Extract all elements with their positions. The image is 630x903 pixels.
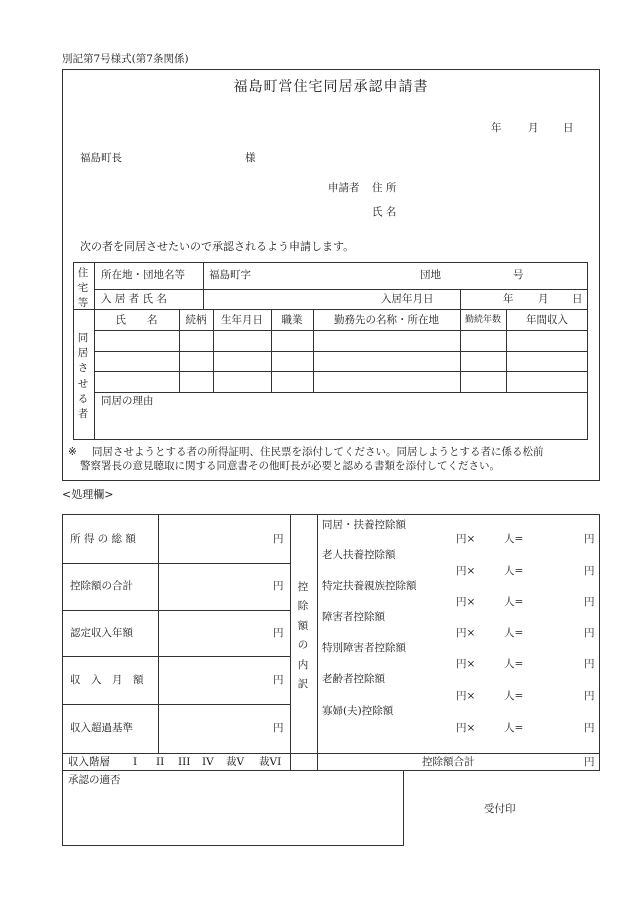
deduction-item: 障害者控除額 [322, 611, 385, 623]
calc-yen-x: 円× [456, 565, 476, 577]
form-reference: 別記第7号様式(第7条関係) [62, 53, 189, 65]
row-line [94, 330, 588, 331]
calc-yen: 円 [584, 627, 595, 639]
row-label: 収 入 月 額 [70, 674, 144, 686]
row-line [62, 753, 600, 754]
calc-yen: 円 [584, 533, 595, 545]
processing-section-label: <処理欄> [62, 488, 114, 501]
col-relation-header: 続柄 [185, 314, 207, 326]
calc-persons: 人= [504, 658, 524, 670]
resident-name-label: 入 居 者 氏 名 [101, 293, 167, 305]
calc-yen-x: 円× [456, 722, 476, 734]
calc-yen-x: 円× [456, 596, 476, 608]
move-in-day: 日 [572, 293, 583, 305]
col-line [460, 289, 461, 309]
housing-side-label: 住宅等 [77, 267, 89, 310]
income-class-2: II [156, 756, 165, 768]
row-unit: 円 [273, 627, 284, 639]
location-value: 福島町字 [209, 269, 251, 281]
calc-persons: 人= [504, 596, 524, 608]
col-years-header: 勤続年数 [464, 315, 501, 325]
row-line [94, 289, 588, 290]
row-line [94, 392, 588, 393]
location-label: 所在地・団地名等 [101, 269, 185, 281]
form-title: 福島町営住宅同居承認申請書 [233, 79, 429, 95]
col-income-header: 年間収入 [526, 314, 568, 326]
deduction-item: 寡婦(夫)控除額 [322, 705, 394, 717]
row-line [62, 610, 290, 611]
number-label: 号 [513, 269, 524, 281]
applicant-label: 申請者 [328, 182, 360, 194]
receipt-stamp-label: 受付印 [484, 803, 516, 815]
calc-yen: 円 [584, 658, 595, 670]
date-day-label: 日 [563, 122, 574, 134]
cohabitant-side-label: 同居させる者 [77, 332, 89, 421]
move-in-year: 年 [503, 293, 514, 305]
calc-yen-x: 円× [456, 627, 476, 639]
calc-persons: 人= [504, 533, 524, 545]
income-class-label: 収入階層 [68, 756, 110, 768]
income-class-5: 裁V [226, 756, 245, 768]
deduction-total-label: 控除額合計 [422, 756, 475, 768]
col-job-header: 職業 [281, 314, 303, 326]
calc-yen-x: 円× [456, 690, 476, 702]
note-mark: ※ [68, 446, 77, 458]
col-name-header: 氏 名 [115, 314, 158, 326]
col-line [158, 514, 159, 753]
col-workplace-header: 勤務先の名称・所在地 [334, 314, 439, 326]
note-line-2: 警察署長の意見聴取に関する同意書その他町長が必要と認める書類を添付してください。 [80, 460, 500, 472]
move-in-label: 入居年月日 [381, 293, 434, 305]
date-month-label: 月 [528, 122, 539, 134]
move-in-month: 月 [538, 293, 549, 305]
address-label: 住 所 [372, 182, 397, 194]
name-label: 氏 名 [372, 206, 397, 218]
calc-yen: 円 [584, 690, 595, 702]
note-line-1: 同居させようとする者の所得証明、住民票を添付してください。同居しようとする者に係る松前 [92, 446, 544, 458]
row-unit: 円 [273, 722, 284, 734]
deduction-item: 同居・扶養控除額 [322, 519, 406, 531]
application-statement: 次の者を同居させたいので承認されるよう申請します。 [80, 240, 355, 253]
col-birth-header: 生年月日 [221, 314, 263, 326]
row-line [94, 371, 588, 372]
calc-persons: 人= [504, 565, 524, 577]
row-label: 所 得 の 総 額 [70, 533, 136, 545]
reason-label: 同居の理由 [101, 395, 154, 407]
row-unit: 円 [273, 533, 284, 545]
row-line [62, 656, 290, 657]
calc-persons: 人= [504, 722, 524, 734]
row-label: 認定収入年額 [70, 627, 133, 639]
row-line [73, 309, 588, 310]
income-class-3: III [178, 756, 191, 768]
col-line [317, 514, 318, 771]
row-line [94, 351, 588, 352]
row-line [62, 563, 290, 564]
row-label: 控除額の合計 [70, 580, 133, 592]
row-unit: 円 [273, 580, 284, 592]
calc-persons: 人= [504, 627, 524, 639]
col-line [203, 262, 204, 309]
deduction-breakdown-label: 控除額の内訳 [297, 581, 309, 691]
col-line [290, 514, 291, 771]
date-year-label: 年 [491, 122, 502, 134]
deduction-item: 老齢者控除額 [322, 673, 385, 685]
income-class-6: 裁VI [259, 756, 282, 768]
income-class-4: IV [202, 756, 214, 768]
row-line [62, 704, 290, 705]
deduction-item: 特別障害者控除額 [322, 642, 406, 654]
calc-yen: 円 [584, 722, 595, 734]
calc-yen: 円 [584, 565, 595, 577]
calc-yen: 円 [584, 596, 595, 608]
deduction-total-unit: 円 [584, 756, 595, 768]
addressee: 福島町長 [80, 152, 122, 164]
income-class-1: I [133, 756, 138, 768]
deduction-item: 老人扶養控除額 [322, 549, 396, 561]
honorific: 様 [245, 152, 256, 164]
danchi-label: 団地 [420, 269, 441, 281]
row-label: 収入超過基準 [70, 722, 133, 734]
calc-persons: 人= [504, 690, 524, 702]
calc-yen-x: 円× [456, 533, 476, 545]
deduction-item: 特定扶養親族控除額 [322, 580, 417, 592]
row-unit: 円 [273, 674, 284, 686]
calc-yen-x: 円× [456, 658, 476, 670]
approval-label: 承認の適否 [68, 774, 121, 786]
